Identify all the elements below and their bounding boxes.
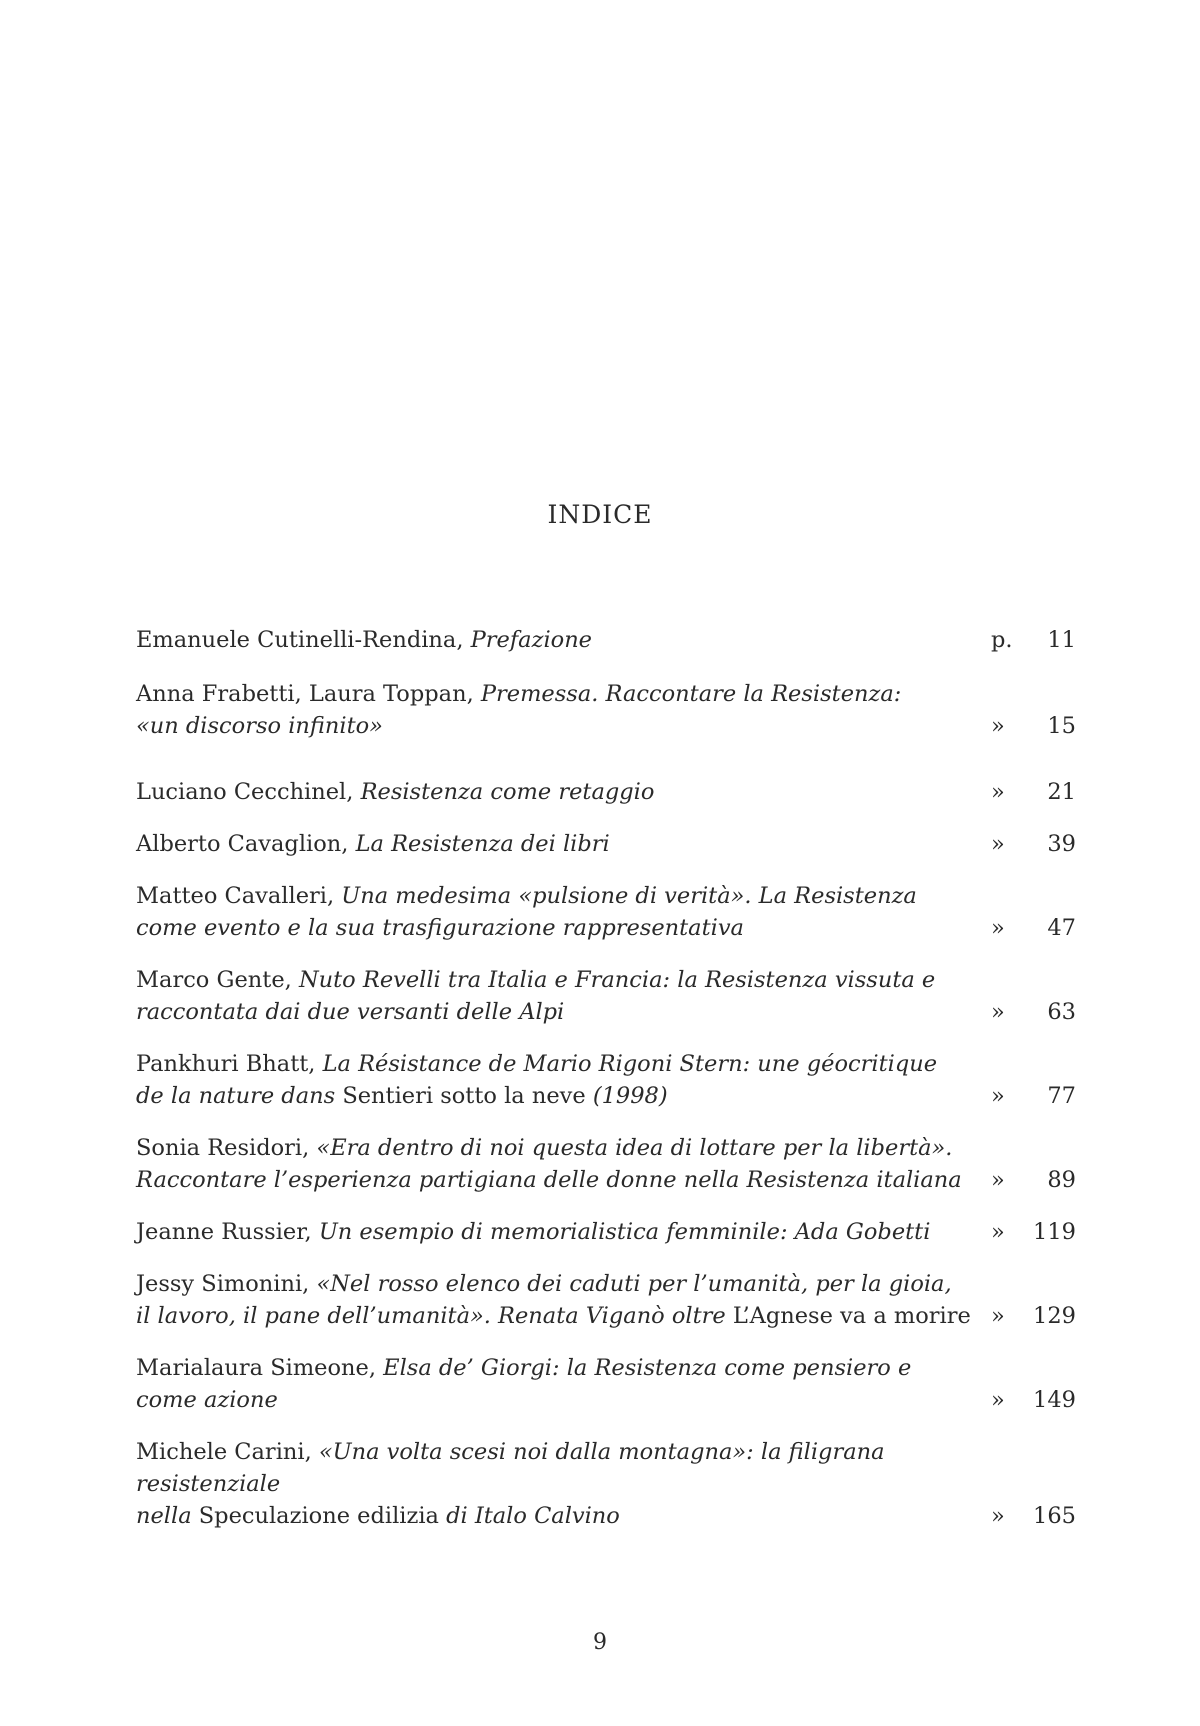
toc-author-segment: Anna Frabetti, Laura Toppan, — [136, 681, 481, 707]
toc-page-marker: » — [991, 831, 1005, 857]
toc-entry — [136, 1132, 1076, 1196]
toc-entry-line — [136, 1384, 991, 1416]
toc-entry-line — [136, 1080, 991, 1112]
toc-author-segment: Michele Carini, — [136, 1439, 319, 1465]
toc-entry-line — [136, 880, 991, 912]
toc-page-marker: » — [991, 1083, 1005, 1109]
toc-page-marker: » — [991, 1219, 1005, 1245]
toc-page-number: 11 — [1047, 627, 1076, 653]
toc-title-segment: Una medesima «pulsione di verità». La Resistenza — [341, 883, 917, 909]
toc-entry — [136, 880, 1076, 944]
toc-page-marker: » — [991, 779, 1005, 805]
toc-page-marker: » — [991, 1503, 1005, 1529]
toc-entry-text — [136, 880, 991, 944]
toc-author-segment: Pankhuri Bhatt, — [136, 1051, 323, 1077]
toc-title-segment: raccontata dai due versanti delle Alpi — [136, 999, 565, 1025]
toc-entry — [136, 678, 1076, 742]
toc-entry-line — [136, 1216, 991, 1248]
toc-entry-text — [136, 1216, 991, 1248]
toc-title-segment: Premessa. Raccontare la Resistenza: — [480, 681, 902, 707]
toc-title-segment: «Era dentro di noi questa idea di lottare per la libertà». — [316, 1135, 953, 1161]
toc-title-segment: di Italo Calvino — [438, 1503, 620, 1529]
toc-page-marker: » — [991, 999, 1005, 1025]
toc-entry-text — [136, 828, 991, 860]
toc-entry-text — [136, 1436, 991, 1532]
toc-title-segment: «Una volta scesi noi dalla montagna»: la filigrana resistenziale — [136, 1439, 885, 1497]
toc-page-marker: » — [991, 915, 1005, 941]
toc-author-segment: Emanuele Cutinelli-Rendina, — [136, 627, 471, 653]
toc-entry-text — [136, 1352, 991, 1416]
toc-page-marker: » — [991, 713, 1005, 739]
toc-page-number: 129 — [1033, 1303, 1076, 1329]
toc-entry-line — [136, 1048, 991, 1080]
toc-title-segment: Raccontare l’esperienza partigiana delle donne nella Resistenza italiana — [136, 1167, 962, 1193]
toc-entry-text — [136, 1048, 991, 1112]
toc-author-segment: Marialaura Simeone, — [136, 1355, 384, 1381]
toc-author-segment: Jessy Simonini, — [136, 1271, 317, 1297]
toc-page-number: 149 — [1033, 1387, 1076, 1413]
toc-page-marker: » — [991, 1387, 1005, 1413]
page-number: 9 — [593, 1630, 607, 1655]
toc-entry-line — [136, 1352, 991, 1384]
toc-title-segment: Prefazione — [470, 627, 592, 653]
toc-page-number: 89 — [1047, 1167, 1076, 1193]
toc-entry-line — [136, 1500, 991, 1532]
toc-entry-line — [136, 964, 991, 996]
toc-author-segment: Luciano Cecchinel, — [136, 779, 361, 805]
toc-title-segment: Resistenza come retaggio — [360, 779, 655, 805]
toc-title-segment: il lavoro, il pane dell’umanità». Renata Viganò oltre — [136, 1303, 733, 1329]
toc-page-number: 39 — [1047, 831, 1076, 857]
toc-entry-line — [136, 1268, 991, 1300]
toc-title-segment: de la nature dans — [136, 1083, 343, 1109]
toc-entry-text — [136, 776, 991, 808]
toc-author-segment: Sonia Residori, — [136, 1135, 317, 1161]
toc-entry-text — [136, 964, 991, 1028]
toc-page-number: 15 — [1047, 713, 1076, 739]
toc-title-segment: La Résistance de Mario Rigoni Stern: une géocritique — [322, 1051, 938, 1077]
toc-page-number: 21 — [1047, 779, 1076, 805]
toc-page-marker: » — [991, 1167, 1005, 1193]
toc-entry-line — [136, 1300, 991, 1332]
toc-page-number: 165 — [1033, 1503, 1076, 1529]
toc-title-segment: (1998) — [585, 1083, 668, 1109]
toc-entry — [136, 1216, 1076, 1248]
toc-entry-line — [136, 776, 991, 808]
toc-entry-line — [136, 1164, 991, 1196]
toc-author-segment: Sentieri sotto la neve — [342, 1083, 586, 1109]
toc-page-number: 47 — [1047, 915, 1076, 941]
toc-title-segment: «Nel rosso elenco dei caduti per l’umanità, per la gioia, — [316, 1271, 952, 1297]
toc-author-segment: Jeanne Russier, — [136, 1219, 319, 1245]
toc-title-segment: «un discorso infinito» — [136, 713, 383, 739]
toc-entry — [136, 1352, 1076, 1416]
toc-entry-line — [136, 624, 991, 656]
toc-entry-line — [136, 678, 991, 710]
table-of-contents — [136, 624, 1076, 1532]
toc-page-number: 63 — [1047, 999, 1076, 1025]
toc-entry-line — [136, 828, 991, 860]
toc-title-segment: Elsa de’ Giorgi: la Resistenza come pensiero e — [383, 1355, 912, 1381]
toc-entry-line — [136, 996, 991, 1028]
page-title: INDICE — [547, 500, 653, 529]
toc-author-segment: Marco Gente, — [136, 967, 299, 993]
toc-entry — [136, 964, 1076, 1028]
toc-page-number: 119 — [1033, 1219, 1076, 1245]
toc-title-segment: Un esempio di memorialistica femminile: Ada Gobetti — [318, 1219, 931, 1245]
toc-entry — [136, 828, 1076, 860]
toc-entry — [136, 1048, 1076, 1112]
toc-entry-line — [136, 1436, 991, 1500]
toc-author-segment: L’Agnese va a morire — [732, 1303, 971, 1329]
toc-page-marker: p. — [991, 627, 1013, 653]
toc-entry-text — [136, 1132, 991, 1196]
toc-title-segment: La Resistenza dei libri — [355, 831, 610, 857]
toc-entry-line — [136, 710, 991, 742]
toc-entry-line — [136, 912, 991, 944]
toc-entry-line — [136, 1132, 991, 1164]
toc-page-marker: » — [991, 1303, 1005, 1329]
toc-entry-text — [136, 1268, 991, 1332]
toc-author-segment: Matteo Cavalleri, — [136, 883, 342, 909]
toc-title-segment: come evento e la sua trasfigurazione rappresentativa — [136, 915, 744, 941]
toc-title-segment: Nuto Revelli tra Italia e Francia: la Resistenza vissuta e — [298, 967, 936, 993]
toc-entry — [136, 776, 1076, 808]
toc-entry — [136, 1268, 1076, 1332]
toc-title-segment: nella — [136, 1503, 199, 1529]
toc-page-number: 77 — [1047, 1083, 1076, 1109]
toc-entry — [136, 1436, 1076, 1532]
toc-entry — [136, 624, 1076, 656]
toc-title-segment: come azione — [136, 1387, 278, 1413]
toc-entry-text — [136, 624, 991, 656]
toc-author-segment: Speculazione edilizia — [198, 1503, 439, 1529]
toc-author-segment: Alberto Cavaglion, — [136, 831, 356, 857]
toc-entry-text — [136, 678, 991, 742]
